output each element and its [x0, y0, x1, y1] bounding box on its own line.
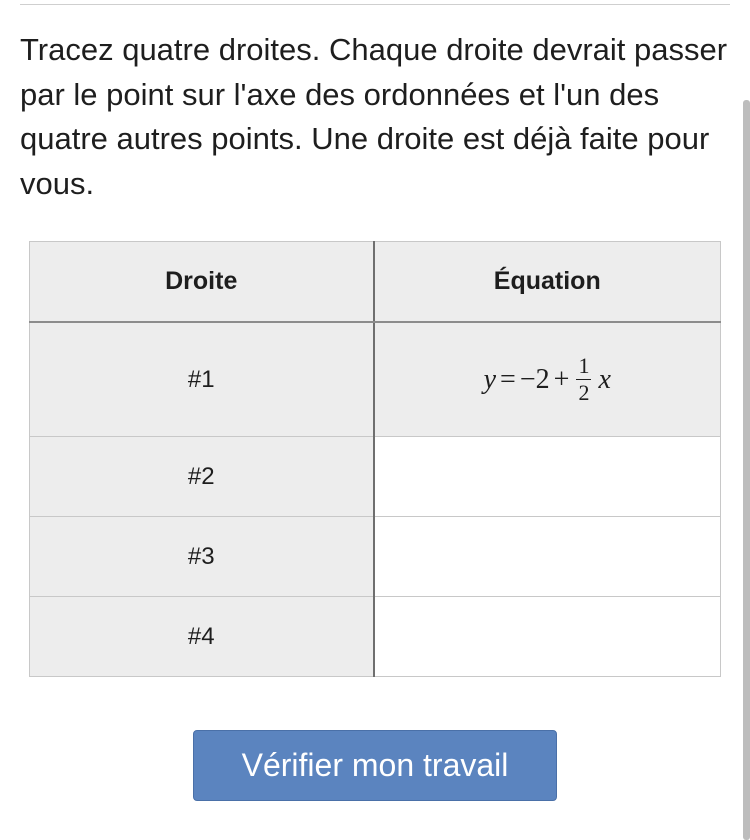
equation-input-4[interactable] — [374, 597, 721, 677]
eq-plus: + — [553, 363, 570, 395]
eq-y-var: y — [483, 363, 497, 395]
header-droite: Droite — [30, 242, 374, 323]
table-row — [30, 597, 721, 677]
eq-constant: −2 — [519, 363, 550, 395]
eq-fraction-denominator: 2 — [578, 380, 590, 405]
eq-equals: = — [500, 363, 516, 395]
instructions-text: Tracez quatre droites. Chaque droite devrait passer par le point sur l'axe des ordonnées et l'un des quatre autres points. Une droite est déjà faite pour vous. — [20, 32, 728, 201]
scrollbar[interactable] — [743, 100, 750, 840]
table-row — [30, 437, 721, 517]
table-header-row — [30, 242, 721, 323]
eq-fraction-numerator: 1 — [578, 353, 590, 378]
eq-fraction — [576, 355, 591, 404]
line-label-2: #2 — [30, 437, 374, 517]
header-equation: Équation — [374, 242, 721, 323]
equation-1 — [484, 355, 611, 404]
equation-input-2[interactable] — [374, 437, 721, 517]
table-row — [30, 517, 721, 597]
check-work-button[interactable]: Vérifier mon travail — [193, 730, 557, 801]
equation-cell-1 — [374, 322, 721, 437]
top-divider — [20, 0, 730, 5]
line-label-1: #1 — [30, 322, 374, 437]
equation-table — [29, 241, 721, 677]
equation-input-3[interactable] — [374, 517, 721, 597]
eq-x-var: x — [598, 363, 611, 395]
table-row — [30, 322, 721, 437]
line-label-3: #3 — [30, 517, 374, 597]
line-label-4: #4 — [30, 597, 374, 677]
